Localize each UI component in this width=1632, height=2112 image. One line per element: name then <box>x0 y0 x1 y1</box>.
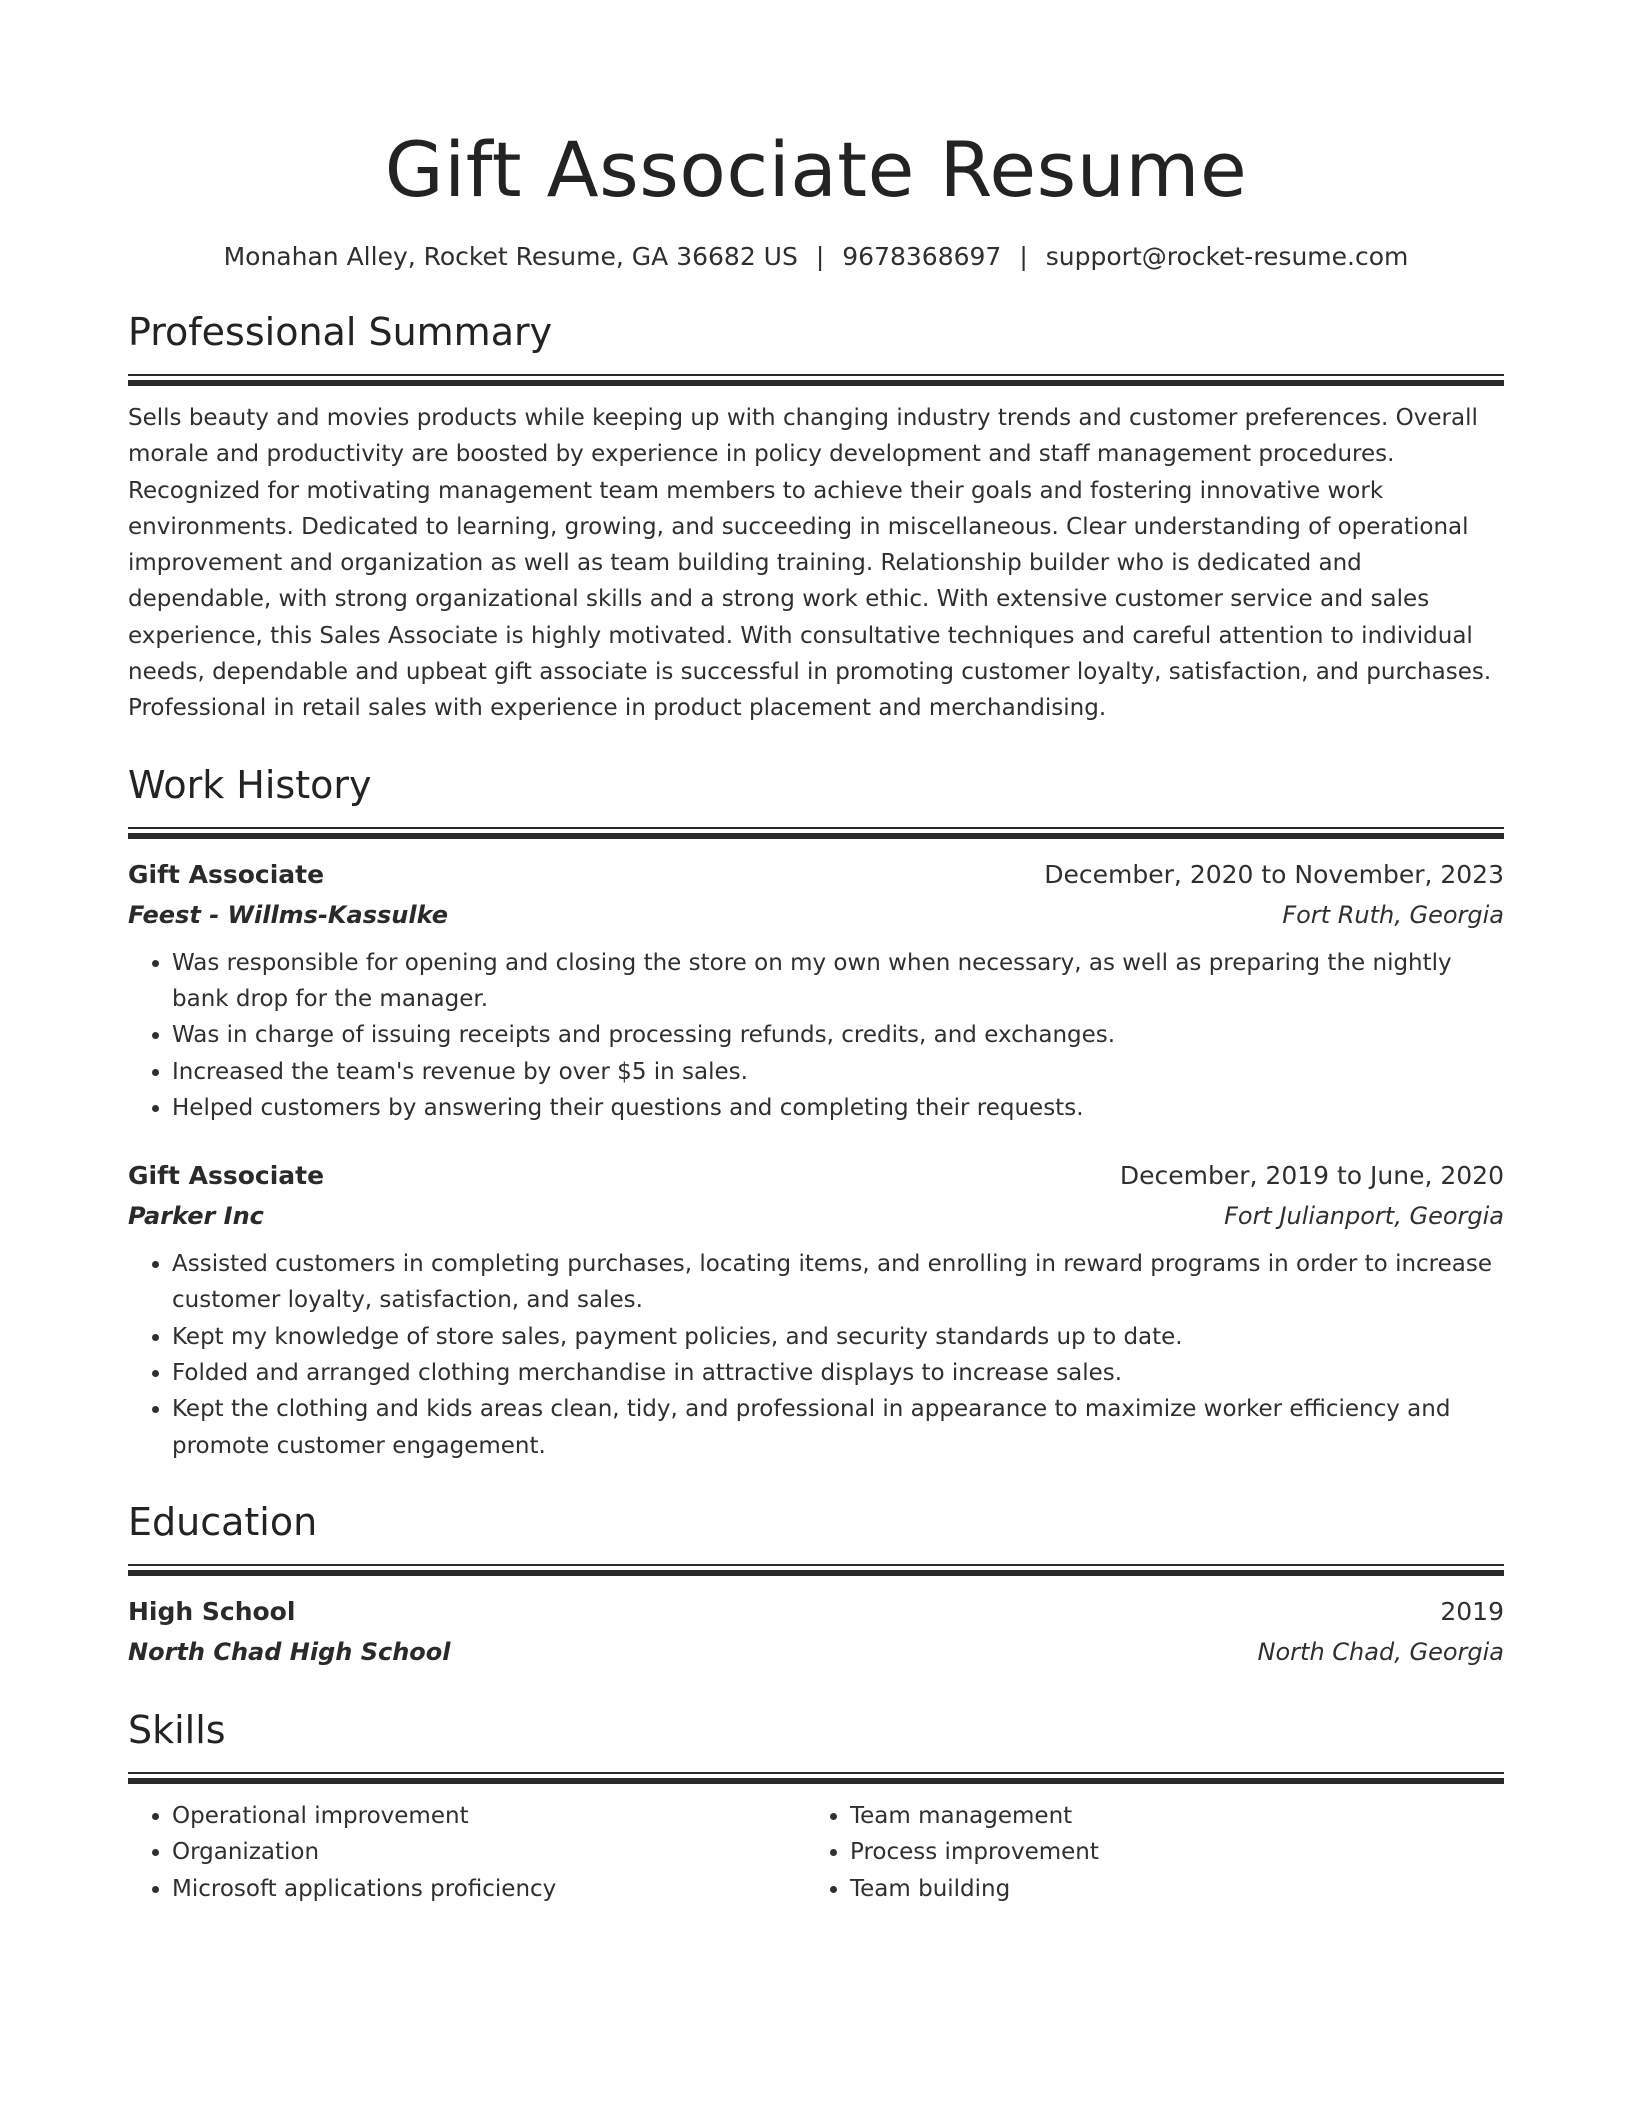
education-school: North Chad High School <box>128 1637 451 1666</box>
resume-page <box>128 0 1504 1907</box>
job-title: Gift Associate <box>128 859 325 889</box>
job-bullets <box>128 945 1504 1126</box>
job-title: Gift Associate <box>128 1161 325 1191</box>
skills-list <box>128 1798 1504 1907</box>
job-company: Parker Inc <box>128 1202 264 1231</box>
section-heading-summary: Professional Summary <box>128 310 553 354</box>
job-dates: December, 2020 to November, 2023 <box>1044 859 1504 889</box>
job-bullet: • Kept my knowledge of store sales, payment policies, and security standards up to date. <box>172 1319 1504 1355</box>
job-bullet: • Was in charge of issuing receipts and processing refunds, credits, and exchanges. <box>172 1017 1504 1053</box>
education-year: 2019 <box>1440 1596 1504 1626</box>
section-divider-thin <box>128 827 1504 829</box>
summary-text: Sells beauty and movies products while keeping up with changing industry trends and customer preferences. Overall morale and productivity are boosted by experience in policy development and staff management procedures. Recognized for motivating management team members to achieve their goals and fostering innovative work environments. Dedicated to learning, growing, and succeeding in miscellaneous. Clear understanding of operational improvement and organization as well as team building training. Relationship builder who is dedicated and dependable, with strong organizational skills and a strong work ethic. With extensive customer service and sales experience, this Sales Associate is highly motivated. With consultative techniques and careful attention to individual needs, dependable and upbeat gift associate is successful in promoting customer loyalty, satisfaction, and purchases. Professional in retail sales with experience in product placement and merchandising. <box>128 405 1492 722</box>
skill-item: • Operational improvement <box>172 1798 806 1834</box>
job-header-row <box>128 1156 1504 1196</box>
section-divider-thick <box>128 1778 1504 1784</box>
job-location: Fort Julianport, Georgia <box>1224 1202 1504 1231</box>
section-divider-thick <box>128 1570 1504 1576</box>
job-bullet: • Was responsible for opening and closing the store on my own when necessary, as well as preparing the nightly bank drop for the manager. <box>172 945 1504 1018</box>
education-degree: High School <box>128 1596 296 1626</box>
job-bullet: • Kept the clothing and kids areas clean, tidy, and professional in appearance to maximize worker efficiency and promote customer engagement. <box>172 1391 1504 1464</box>
job-bullet: • Assisted customers in completing purchases, locating items, and enrolling in reward programs in order to increase customer loyalty, satisfaction, and sales. <box>172 1246 1504 1319</box>
resume-title: Gift Associate Resume <box>384 125 1248 214</box>
section-divider-thin <box>128 374 1504 376</box>
skill-item: • Microsoft applications proficiency <box>172 1871 806 1907</box>
contact-separator: | <box>815 242 825 271</box>
job-company: Feest - Willms-Kassulke <box>128 900 448 929</box>
job-bullets <box>128 1246 1504 1464</box>
job-location: Fort Ruth, Georgia <box>1282 900 1504 929</box>
skill-item: • Organization <box>172 1834 806 1870</box>
section-heading-work-history: Work History <box>128 762 372 807</box>
section-divider-thin <box>128 1772 1504 1774</box>
education-header-row <box>128 1592 1504 1632</box>
education-school-row <box>128 1632 1504 1672</box>
contact-address: Monahan Alley, Rocket Resume, GA 36682 US <box>223 242 798 271</box>
job-bullet: • Folded and arranged clothing merchandise in attractive displays to increase sales. <box>172 1355 1504 1391</box>
education-location: North Chad, Georgia <box>1257 1637 1504 1666</box>
contact-line <box>128 240 1504 274</box>
section-divider-thick <box>128 833 1504 839</box>
job-entry <box>128 1156 1504 1464</box>
contact-email: support@rocket-resume.com <box>1045 242 1409 271</box>
job-header-row <box>128 855 1504 895</box>
skill-item: • Process improvement <box>850 1834 1484 1870</box>
section-divider-thick <box>128 380 1504 386</box>
contact-phone: 9678368697 <box>842 242 1002 271</box>
skills-column-right <box>806 1798 1484 1907</box>
skill-item: • Team management <box>850 1798 1484 1834</box>
job-entry <box>128 855 1504 1126</box>
job-bullet: • Increased the team's revenue by over $5 in sales. <box>172 1054 1504 1090</box>
contact-separator: | <box>1019 242 1028 271</box>
job-company-row <box>128 895 1504 935</box>
section-heading-education: Education <box>128 1499 318 1544</box>
education-entry <box>128 1592 1504 1672</box>
section-heading-skills: Skills <box>128 1707 226 1752</box>
section-divider-thin <box>128 1564 1504 1566</box>
skills-column-left <box>128 1798 806 1907</box>
job-bullet: • Helped customers by answering their questions and completing their requests. <box>172 1090 1504 1126</box>
job-dates: December, 2019 to June, 2020 <box>1119 1161 1504 1191</box>
job-company-row <box>128 1196 1504 1236</box>
skill-item: • Team building <box>850 1871 1484 1907</box>
